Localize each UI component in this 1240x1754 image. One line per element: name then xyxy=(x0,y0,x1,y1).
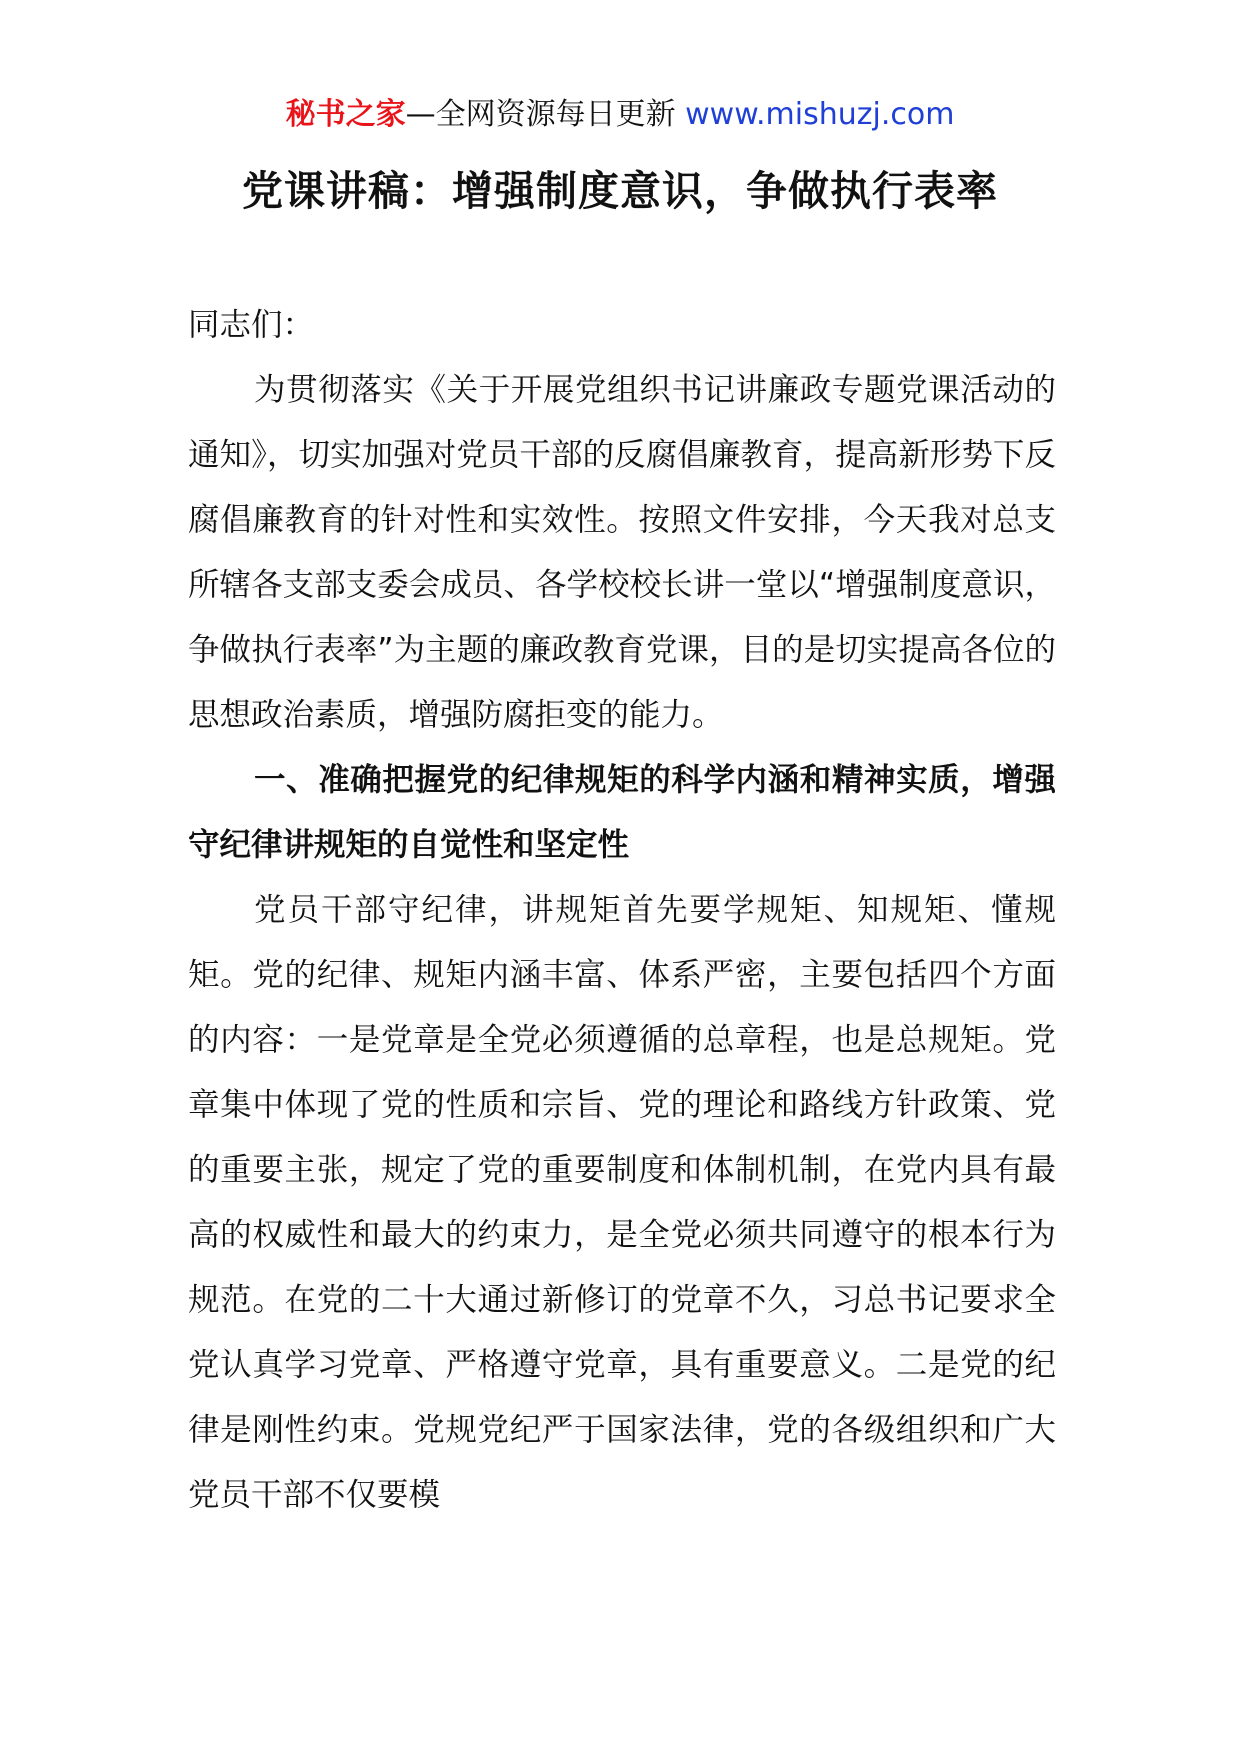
header-tagline: —全网资源每日更新 xyxy=(405,97,686,132)
document-title: 党课讲稿：增强制度意识，争做执行表率 xyxy=(242,167,998,215)
document-body xyxy=(188,293,1056,1528)
brand-name: 秘书之家 xyxy=(285,97,406,132)
body-paragraph: 党员干部守纪律，讲规矩首先要学规矩、知规矩、懂规矩。党的纪律、规矩内涵丰富、体系严密，主要包括四个方面的内容：一是党章是全党必须遵循的总章程，也是总规矩。党章集中体现了党的性质和宗旨、党的理论和路线方针政策、党的重要主张，规定了党的重要制度和体制机制，在党内具有最高的权威性和最大的约束力，是全党必须共同遵守的根本行为规范。在党的二十大通过新修订的党章不久，习总书记要求全党认真学习党章、严格遵守党章，具有重要意义。二是党的纪律是刚性约束。党规党纪严于国家法律，党的各级组织和广大党员干部不仅要模 xyxy=(188,892,1056,1513)
site-header xyxy=(0,95,1240,135)
salutation: 同志们： xyxy=(188,307,315,343)
section-heading: 一、准确把握党的纪律规矩的科学内涵和精神实质，增强守纪律讲规矩的自觉性和坚定性 xyxy=(188,762,1056,863)
intro-paragraph: 为贯彻落实《关于开展党组织书记讲廉政专题党课活动的通知》，切实加强对党员干部的反腐倡廉教育，提高新形势下反腐倡廉教育的针对性和实效性。按照文件安排，今天我对总支所辖各支部支委会成员、各学校校长讲一堂以“增强制度意识，争做执行表率”为主题的廉政教育党课，目的是切实提高各位的思想政治素质，增强防腐拒变的能力。 xyxy=(188,372,1056,733)
site-url-link[interactable]: www.mishuzj.com xyxy=(685,97,955,132)
